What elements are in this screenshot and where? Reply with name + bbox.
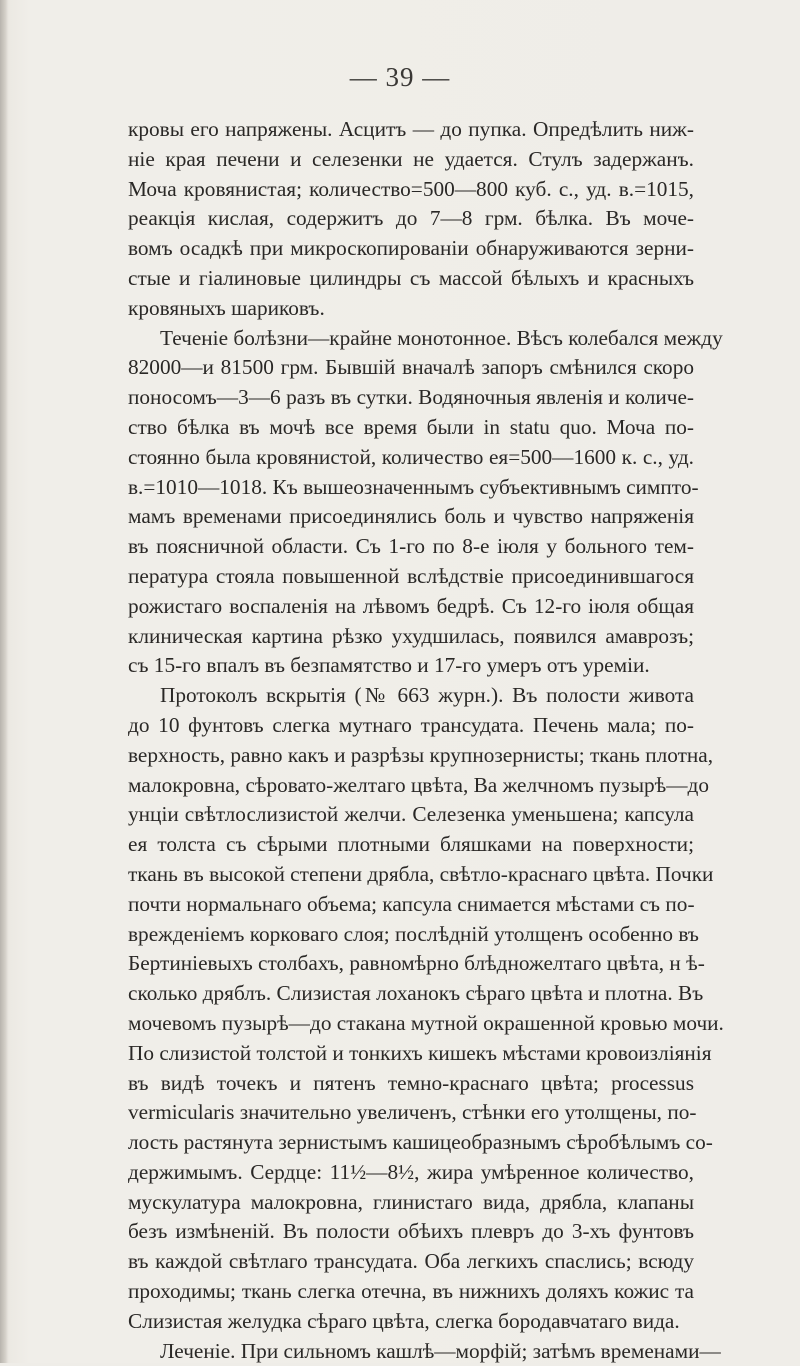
page-spine-shadow <box>0 0 8 1363</box>
text-line: проходимы; ткань слегка отечна, въ нижнихъ доляхъ кожис та <box>128 1279 694 1304</box>
text-line: безъ измѣненій. Въ полости обѣихъ плевръ до 3-хъ фунтовъ <box>128 1219 694 1244</box>
text-line: мускулатура малокровна, глинистаго вида, дрябла, клапаны <box>128 1189 694 1214</box>
text-line: верхность, равно какъ и разрѣзы крупнозернисты; ткань плотна, <box>128 742 714 767</box>
text-line: врежденіемъ корковаго слоя; послѣдній утолщенъ особенно въ <box>128 921 699 946</box>
text-line: поносомъ—3—6 разъ въ сутки. Водяночныя явленія и количе- <box>128 385 694 410</box>
text-line: почти нормальнаго объема; капсула снимается мѣстами съ по- <box>128 891 695 916</box>
text-line: ніе края печени и селезенки не удается. Стулъ задержанъ. <box>128 146 694 171</box>
body-text <box>128 115 724 1366</box>
text-line: въ поясничной области. Съ 1-го по 8-е іюля у больного тем- <box>128 534 694 559</box>
text-line: реакція кислая, содержитъ до 7—8 грм. бѣлка. Въ моче- <box>128 206 694 231</box>
text-line: Слизистая желудка сѣраго цвѣта, слегка бородавчатаго вида. <box>128 1308 680 1333</box>
text-line: мочевомъ пузырѣ—до стакана мутной окрашенной кровью мочи. <box>128 1010 724 1035</box>
text-line: ткань въ высокой степени дрябла, свѣтло-краснаго цвѣта. Почки <box>128 861 714 886</box>
text-line: въ видѣ точекъ и пятенъ темно-краснаго цвѣта; processus <box>128 1070 694 1095</box>
paragraph-start-line: Протоколъ вскрытія (№ 663 журн.). Въ полости живота <box>160 683 694 708</box>
text-line: в.=1010—1018. Къ вышеозначеннымъ субъективнымъ симпто- <box>128 474 699 499</box>
text-line: По слизистой толстой и тонкихъ кишекъ мѣстами кровоизліянія <box>128 1040 712 1065</box>
text-line: пература стояла повышенной вслѣдствіе присоединившагося <box>128 563 694 588</box>
text-line: унціи свѣтлослизистой желчи. Селезенка уменьшена; капсула <box>128 802 694 827</box>
text-line: мамъ временами присоединялись боль и чувство напряженія <box>128 504 694 529</box>
text-line: vermicularis значительно увеличенъ, стѣнки его утолщены, по- <box>128 1100 697 1125</box>
text-line: ея толста съ сѣрыми плотными бляшками на поверхности; <box>128 832 694 857</box>
text-line: рожистаго воспаленія на лѣвомъ бедрѣ. Съ 12-го іюля общая <box>128 593 694 618</box>
text-line: Бертиніевыхъ столбахъ, равномѣрно блѣдножелтаго цвѣта, н ѣ- <box>128 951 705 976</box>
text-line: кровяныхъ шариковъ. <box>128 295 325 320</box>
text-line: сколько дряблъ. Слизистая лоханокъ сѣраго цвѣта и плотна. Въ <box>128 981 704 1006</box>
text-line: до 10 фунтовъ слегка мутнаго трансудата. Печень мала; по- <box>128 712 694 737</box>
text-line: стые и гіалиновые цилиндры съ массой бѣлыхъ и красныхъ <box>128 265 694 290</box>
text-line: вомъ осадкѣ при микроскопированіи обнаруживаются зерни- <box>128 236 694 261</box>
text-line: держимымъ. Сердце: 11½—8½, жира умѣренное количество, <box>128 1159 694 1184</box>
text-line: 82000—и 81500 грм. Бывшій вначалѣ запоръ смѣнился скоро <box>128 355 694 380</box>
page-number: — 39 — <box>349 62 451 92</box>
paragraph-start-line: Леченіе. При сильномъ кашлѣ—морфій; затѣмъ временами— <box>160 1338 721 1363</box>
text-line: кровы его напряжены. Асцитъ — до пупка. Опредѣлить ниж- <box>128 117 694 141</box>
text-line: малокровна, сѣровато-желтаго цвѣта, Ва желчномъ пузырѣ—до <box>128 772 710 797</box>
text-line: лость растянута зернистымъ кашицеобразнымъ сѣробѣлымъ со- <box>128 1130 713 1155</box>
text-line: ство бѣлка въ мочѣ все время были in statu quo. Моча по- <box>128 414 694 439</box>
text-line: Моча кровянистая; количество=500—800 куб. с., уд. в.=1015, <box>128 176 694 201</box>
paragraph-start-line: Теченіе болѣзни—крайне монотонное. Вѣсъ колебался между <box>160 325 723 350</box>
text-line: клиническая картина рѣзко ухудшилась, появился амаврозъ; <box>128 623 694 648</box>
text-line: въ каждой свѣтлаго трансудата. Оба легкихъ спаслись; всюду <box>128 1249 694 1274</box>
text-line: стоянно была кровянистой, количество ея=500—1600 к. с., уд. <box>128 444 694 469</box>
text-line: съ 15-го впалъ въ безпамятство и 17-го умеръ отъ уреміи. <box>128 653 650 678</box>
